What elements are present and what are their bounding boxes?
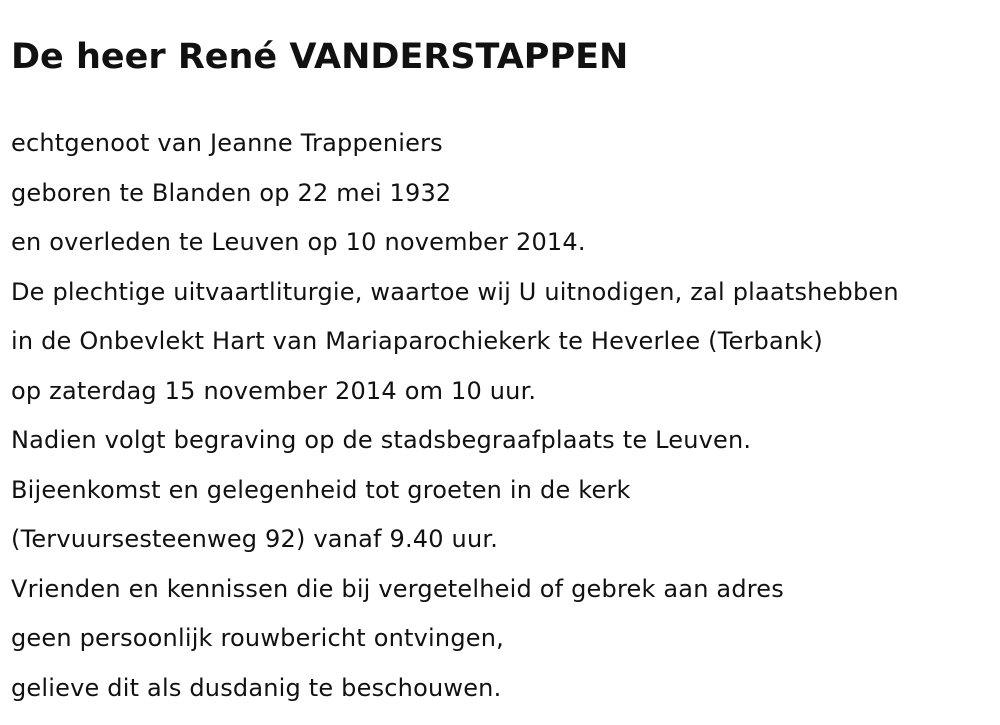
notice-line-liturgy: De plechtige uitvaartliturgie, waartoe wij U uitnodigen, zal plaatshebben bbox=[11, 277, 899, 306]
notice-line-burial: Nadien volgt begraving op de stadsbegraafplaats te Leuven. bbox=[11, 426, 752, 454]
notice-line-consider: gelieve dit als dusdanig te beschouwen. bbox=[11, 673, 502, 702]
notice-line-birth: geboren te Blanden op 22 mei 1932 bbox=[11, 178, 452, 207]
notice-line-friends: Vrienden en kennissen die bij vergetelheid of gebrek aan adres bbox=[11, 574, 784, 603]
notice-body bbox=[11, 119, 899, 713]
notice-line-address: (Tervuursesteenweg 92) vanaf 9.40 uur. bbox=[11, 525, 499, 553]
notice-line-gathering: Bijeenkomst en gelegenheid tot groeten in de kerk bbox=[11, 475, 631, 504]
notice-line-no-message: geen persoonlijk rouwbericht ontvingen, bbox=[11, 624, 504, 652]
notice-title: De heer René VANDERSTAPPEN bbox=[11, 37, 629, 77]
notice-line-church: in de Onbevlekt Hart van Mariaparochiekerk te Heverlee (Terbank) bbox=[11, 327, 823, 355]
notice-line-death: en overleden te Leuven op 10 november 2014. bbox=[11, 228, 586, 256]
notice-line-spouse: echtgenoot van Jeanne Trappeniers bbox=[11, 129, 443, 157]
notice-line-date: op zaterdag 15 november 2014 om 10 uur. bbox=[11, 376, 537, 405]
